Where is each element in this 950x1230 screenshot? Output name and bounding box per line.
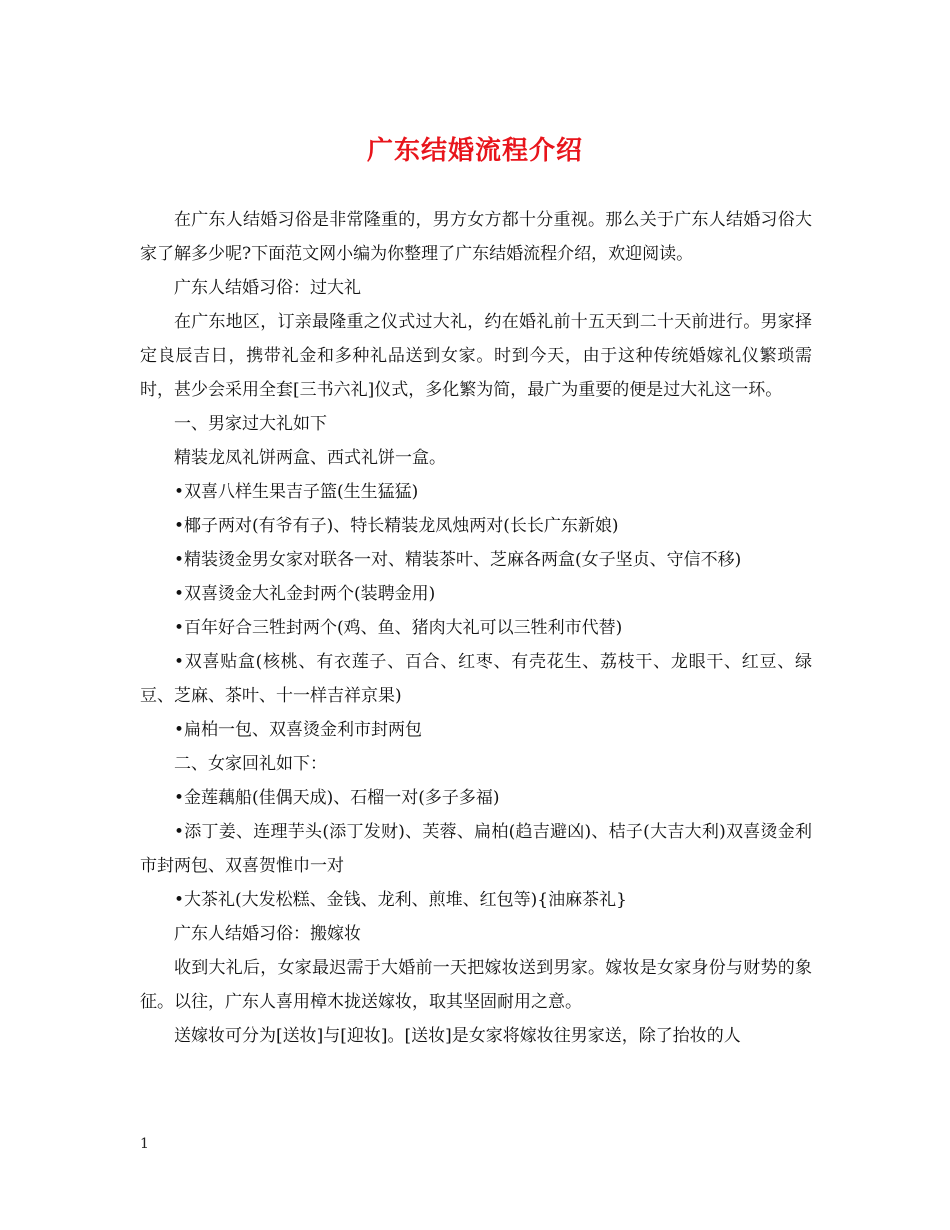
- list-item: •扁柏一包、双喜烫金利市封两包: [174, 720, 423, 740]
- list-heading-bride-return-gifts: 二、女家回礼如下：: [174, 754, 327, 774]
- section-heading-guodali: 广东人结婚习俗：过大礼: [174, 278, 361, 298]
- list-item: •双喜烫金大礼金封两个(装聘金用): [174, 584, 436, 604]
- list-item: •椰子两对(有爷有子)、特长精装龙凤烛两对(长长广东新娘): [174, 516, 619, 536]
- list-heading-groom-gifts: 一、男家过大礼如下: [174, 414, 327, 434]
- document-body: [140, 203, 812, 1053]
- list-item: •精装烫金男女家对联各一对、精装茶叶、芝麻各两盒(女子坚贞、守信不移): [174, 550, 742, 570]
- list-item: 精装龙凤礼饼两盒、西式礼饼一盒。: [174, 448, 446, 468]
- list-item: •添丁姜、连理芋头(添丁发财)、芙蓉、扁柏(趋吉避凶)、桔子(大吉大利)双喜烫金利市封两包、双喜贺惟巾一对: [140, 822, 812, 876]
- list-item: •双喜八样生果吉子篮(生生猛猛): [174, 482, 419, 502]
- list-item: •双喜贴盒(核桃、有衣莲子、百合、红枣、有壳花生、荔枝干、龙眼干、红豆、绿豆、芝麻、茶叶、十一样吉祥京果): [140, 652, 812, 706]
- paragraph-guodali: 在广东地区，订亲最隆重之仪式过大礼，约在婚礼前十五天到二十天前进行。男家择定良辰吉日，携带礼金和多种礼品送到女家。时到今天，由于这种传统婚嫁礼仪繁琐需时，甚少会采用全套[三书六礼]仪式，多化繁为简，最广为重要的便是过大礼这一环。: [140, 312, 812, 400]
- document-title: 广东结婚流程介绍: [366, 136, 583, 166]
- page-number: 1: [140, 1136, 149, 1152]
- paragraph-send-dowry: 送嫁妆可分为[送妆]与[迎妆]。[送妆]是女家将嫁妆往男家送，除了抬妆的人: [174, 1026, 741, 1046]
- list-item: •大茶礼(大发松糕、金钱、龙利、煎堆、红包等){油麻茶礼}: [174, 890, 627, 910]
- list-item: •百年好合三牲封两个(鸡、鱼、猪肉大礼可以三牲利市代替): [174, 618, 623, 638]
- paragraph-intro: 在广东人结婚习俗是非常隆重的，男方女方都十分重视。那么关于广东人结婚习俗大家了解多少呢?下面范文网小编为你整理了广东结婚流程介绍，欢迎阅读。: [140, 210, 812, 264]
- paragraph-dowry: 收到大礼后，女家最迟需于大婚前一天把嫁妆送到男家。嫁妆是女家身份与财势的象征。以往，广东人喜用樟木拢送嫁妆，取其坚固耐用之意。: [140, 958, 812, 1012]
- section-heading-dowry: 广东人结婚习俗：搬嫁妆: [174, 924, 361, 944]
- list-item: •金莲藕船(佳偶天成)、石榴一对(多子多福): [174, 788, 500, 808]
